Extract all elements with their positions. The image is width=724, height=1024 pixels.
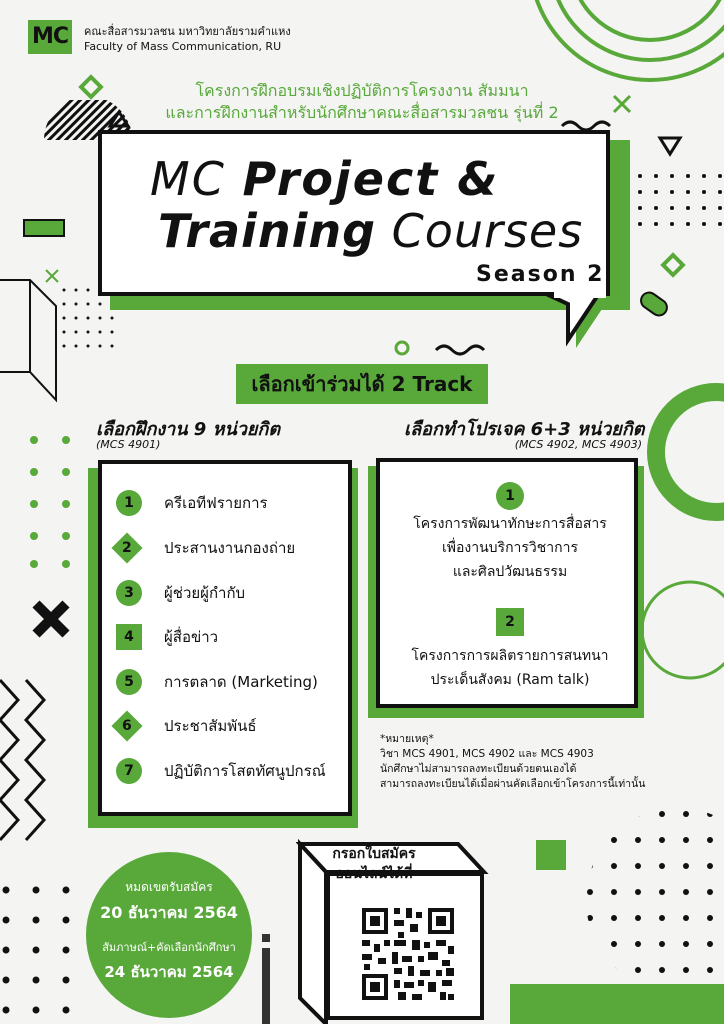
internship-course-code: (MCS 4901) (96, 438, 161, 451)
title-training: Training (158, 204, 377, 258)
title-project: Project & (242, 152, 500, 206)
deadline-date: 20 ธันวาคม 2564 (100, 903, 238, 922)
internship-item (116, 756, 326, 786)
project-1-line-2: เพื่องานบริการวิชาการ (441, 540, 579, 556)
project-item-2 (380, 644, 640, 692)
item-label: ปฏิบัติการโสตทัศนูปกรณ์ (164, 762, 326, 780)
season-label: Season 2 (476, 262, 605, 287)
item-label: ครีเอทีฟรายการ (164, 494, 268, 512)
item-number: 2 (111, 532, 142, 563)
note-line-3: สามารถลงทะเบียนได้เมื่อผ่านคัดเลือกเข้าโครงการนี้เท่านั้น (380, 778, 646, 790)
faculty-name-thai: คณะสื่อสารมวลชน มหาวิทยาลัยรามคำแหง (84, 25, 291, 38)
item-number: 1 (116, 490, 142, 516)
interview-label: สัมภาษณ์+คัดเลือกนักศึกษา (102, 941, 236, 954)
project-2-line-1: โครงการการผลิตรายการสนทนา (411, 648, 609, 664)
project-number-1: 1 (496, 482, 524, 510)
title-line-1 (150, 152, 499, 206)
registration-note (380, 732, 645, 792)
item-label: ประชาสัมพันธ์ (164, 717, 257, 735)
deadline-circle (86, 852, 252, 1018)
internship-item (116, 578, 245, 608)
item-number: 7 (116, 758, 142, 784)
internship-item (116, 488, 268, 518)
project-item-1 (380, 512, 640, 584)
dot-pattern-bottom-left (0, 884, 90, 1024)
apply-online-label (300, 844, 448, 884)
project-course-code: (MCS 4902, MCS 4903) (514, 438, 642, 451)
internship-item (116, 622, 218, 652)
qr-code[interactable] (358, 904, 458, 1004)
dot-pattern-top-right (620, 172, 724, 244)
subtitle-line-1: โครงการฝึกอบรมเชิงปฏิบัติการโครงงาน สัมมนา (195, 81, 529, 100)
dot-circle-bottom-right (568, 800, 724, 990)
note-line-1: วิชา MCS 4901, MCS 4902 และ MCS 4903 (380, 748, 594, 760)
faculty-logo: MC (28, 20, 72, 54)
item-number: 4 (116, 624, 142, 650)
internship-item (116, 711, 257, 741)
project-heading: เลือกทำโปรเจค 6+3 หน่วยกิต (404, 419, 645, 440)
project-1-line-3: และศิลปวัฒนธรรม (452, 564, 568, 580)
item-label: ผู้ช่วยผู้กำกับ (164, 584, 246, 602)
subtitle-line-2: และการฝึกงานสำหรับนักศึกษาคณะสื่อสารมวลชน รุ่นที่ 2 (165, 103, 559, 122)
speech-tail (530, 290, 620, 360)
dot-pattern-green-left (26, 432, 76, 572)
track-badge: เลือกเข้าร่วมได้ 2 Track (236, 364, 488, 404)
project-1-line-1: โครงการพัฒนาทักษะการสื่อสาร (413, 516, 607, 532)
interview-date: 24 ธันวาคม 2564 (104, 963, 234, 981)
internship-heading: เลือกฝึกงาน 9 หน่วยกิต (96, 419, 281, 440)
item-number: 5 (116, 669, 142, 695)
note-title: *หมายเหตุ* (380, 733, 434, 745)
item-label: การตลาด (Marketing) (164, 673, 318, 691)
deadline-label: หมดเขตรับสมัคร (125, 880, 213, 894)
internship-item (116, 533, 295, 563)
item-number: 3 (116, 580, 142, 606)
speech-tail-join (554, 290, 606, 298)
faculty-name-english: Faculty of Mass Communication, RU (84, 40, 282, 53)
title-courses: Courses (376, 204, 584, 258)
apply-line-2: ออนไลน์ได้ที่ (335, 866, 413, 882)
apply-line-1: กรอกใบสมัคร (332, 846, 416, 862)
project-number-2: 2 (496, 608, 524, 636)
project-2-line-2: ประเด็นสังคม (Ram talk) (430, 672, 590, 688)
note-line-2: นักศึกษาไม่สามารถลงทะเบียนด้วยตนเองได้ (380, 763, 577, 775)
item-number: 6 (111, 710, 142, 741)
item-label: ผู้สื่อข่าว (164, 628, 219, 646)
internship-item (116, 667, 318, 697)
title-line-2 (158, 204, 583, 258)
title-mc: MC (150, 152, 243, 206)
item-label: ประสานงานกองถ่าย (164, 539, 296, 557)
